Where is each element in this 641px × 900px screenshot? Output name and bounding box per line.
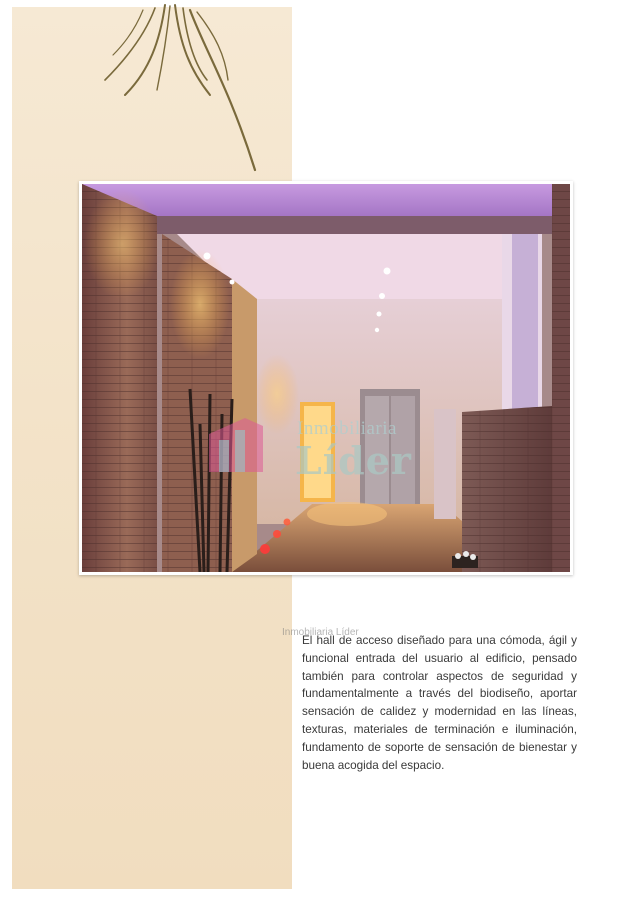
description-paragraph: El hall de acceso diseñado para una cómoda, ágil y funcional entrada del usuario al edificio, pensado también para controlar aspectos de seguridad y fundamentalmente a través del biodiseño, aportar sensación de calidez y modernidad en las líneas, texturas, materiales de terminación e iluminación, fundamento de soporte de sensación de bienestar y buena acogida del espacio.: [302, 634, 577, 772]
small-watermark-text: Inmobiliaria Líder: [282, 627, 359, 638]
hall-photo-frame: [79, 181, 573, 575]
watermark-brand-line2: Líder: [295, 438, 412, 483]
watermark-brand-line1: Inmobiliaria: [297, 418, 397, 439]
hall-photo: [82, 184, 570, 572]
house-logo-icon: [205, 412, 267, 478]
brand-watermark: [205, 412, 435, 482]
bamboo-leaves-decoration: [95, 0, 275, 175]
